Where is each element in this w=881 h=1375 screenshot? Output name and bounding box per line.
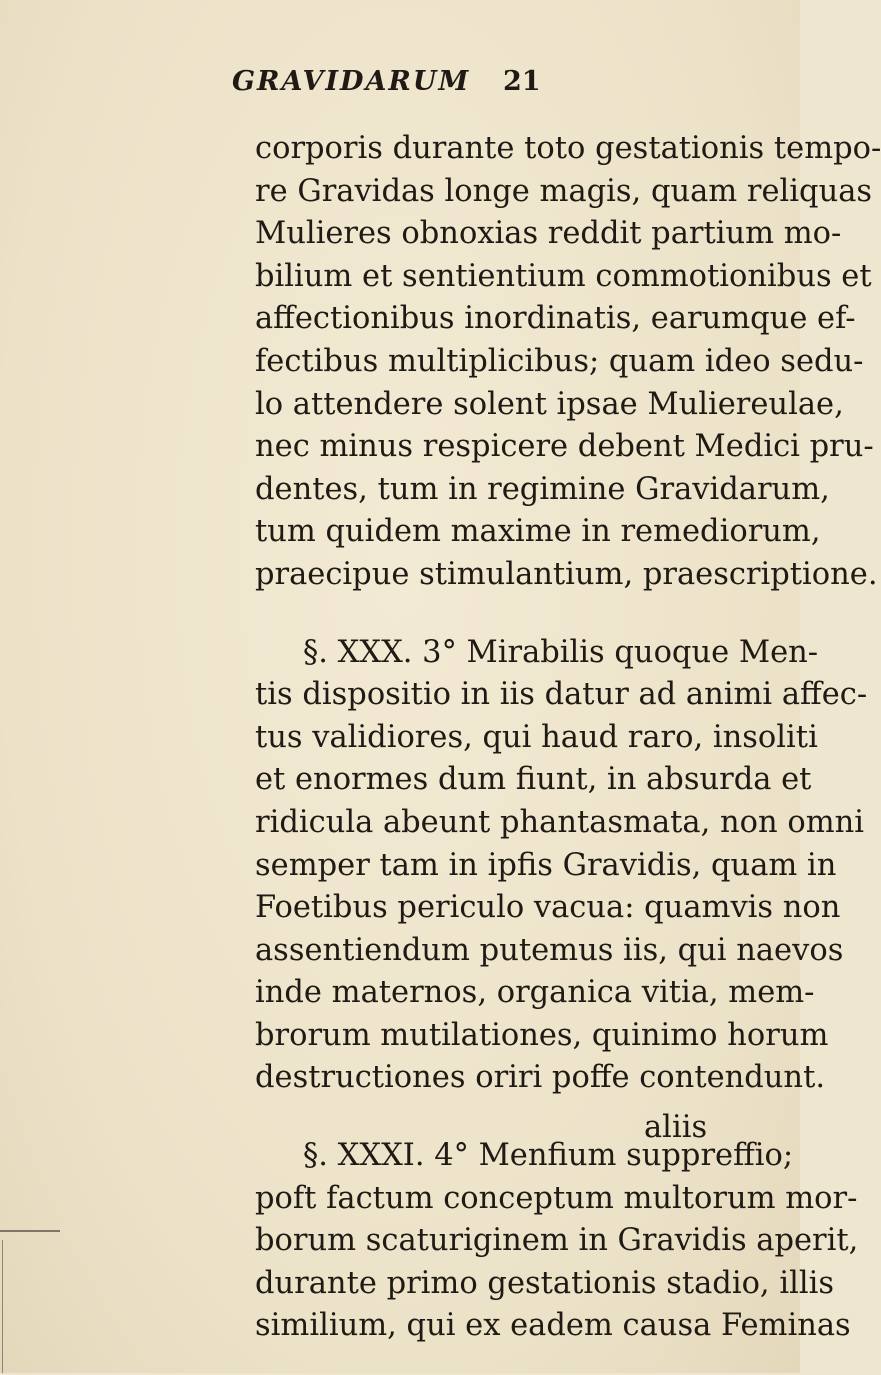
page-edge-line [2, 1240, 3, 1373]
text-line: affectionibus inordinatis, earumque ef- [255, 301, 856, 337]
text-line: similium, qui ex eadem causa Feminas [255, 1308, 851, 1344]
paragraph-gap [255, 1100, 835, 1135]
text-line: ridicula abeunt phantasmata, non omni [255, 804, 865, 840]
page-number: 21 [503, 66, 541, 97]
text-line: corporis durante toto gestationis tempo- [255, 131, 881, 166]
section-heading-line: §. XXX. 3° Mirabilis quoque Men- [303, 634, 819, 670]
text-line: Mulieres obnoxias reddit partium mo- [255, 216, 842, 252]
paragraph-1 [255, 128, 881, 597]
running-head [0, 66, 800, 106]
running-head-title: GRAVIDARUM [232, 66, 471, 97]
text-line: destructiones oriri poffe contendunt. [255, 1060, 826, 1096]
text-line: borum scaturiginem in Gravidis aperit, [255, 1223, 859, 1259]
text-line: nec minus respicere debent Medici pru- [255, 429, 874, 465]
text-line: tus validiores, qui haud raro, insoliti [255, 719, 818, 755]
page-edge-shadow [0, 1230, 60, 1375]
text-line: semper tam in ipfis Gravidis, quam in [255, 847, 837, 883]
text-line: inde maternos, organica vitia, mem- [255, 975, 815, 1011]
text-line: brorum mutilationes, quinimo horum [255, 1017, 829, 1053]
text-line: re Gravidas longe magis, quam reliquas [255, 173, 873, 209]
text-line: et enormes dum fiunt, in absurda et [255, 762, 812, 798]
paragraph-gap [255, 597, 835, 632]
text-line: dentes, tum in regimine Gravidarum, [255, 471, 830, 507]
text-line: lo attendere solent ipsae Muliereulae, [255, 386, 844, 422]
text-line: praecipue stimulantium, praescriptione. [255, 556, 878, 592]
text-line: bilium et sentientium commotionibus et [255, 258, 872, 294]
text-line: tis dispositio in iis datur ad animi affec- [255, 677, 868, 713]
text-line: durante primo gestationis stadio, illis [255, 1265, 834, 1301]
text-line: assentiendum putemus iis, qui naevos [255, 932, 844, 968]
paragraph-3 [255, 1135, 859, 1348]
section-heading-line: §. XXXI. 4° Menfium suppreffio; [303, 1138, 794, 1174]
body-text [255, 128, 881, 1348]
text-line: tum quidem maxime in remediorum, [255, 514, 821, 550]
paragraph-2 [255, 632, 868, 1101]
text-line: fectibus multiplicibus; quam ideo sedu- [255, 343, 864, 379]
catchword: aliis [644, 1110, 708, 1145]
text-line: Foetibus periculo vacua: quamvis non [255, 890, 841, 926]
text-line: poft factum conceptum multorum mor- [255, 1180, 858, 1216]
